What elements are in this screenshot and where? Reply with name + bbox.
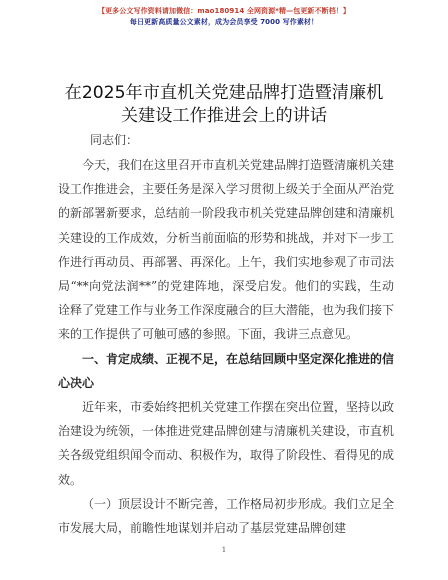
section-heading-1 — [58, 347, 394, 395]
promo-banner-line2: 每日更新高质量公文素材，成为会员享受 7000 写作素材！ — [129, 18, 319, 26]
section-heading-1-text: 一、肯定成绩、正视不足，在总结回顾中坚定深化推进的信心决心 — [58, 351, 395, 390]
document-title: 在2025年市直机关党建品牌打造暨清廉机关建设工作推进会上的讲话 — [64, 83, 384, 126]
paragraph-3: （一）顶层设计不断完善，工作格局初步形成。我们立足全市发展大局，前瞻性地谋划并启动了基层党建品牌创建 — [58, 496, 395, 536]
promo-banner-line1: 【更多公文写作资料请加微信：mao180914 全网资源*精—包更新不断档！】 — [97, 7, 351, 15]
page-number: 1 — [221, 546, 227, 554]
paragraph-intro: 今天，我们在这里召开市直机关党建品牌打造暨清廉机关建设工作推进会，主要任务是深入学习贯彻上级关于全面从严治党的新部署新要求，总结前一阶段我市机关党建品牌创建和清廉机关建设的工作成效，分析当前面临的形势和挑战，并对下一步工作进行再动员、再部署、再深化。上午，我们实地参观了市司法局“**向党法润**”的党建阵地，深受启发。他们的实践，生动诠释了党建工作与业务工作深度融合的巨大潜能，也为我们接下来的工作提供了可触可感的参照。下面，我讲三点意见。 — [58, 158, 395, 342]
document-body — [58, 153, 394, 540]
greeting: 同志们： — [90, 133, 139, 147]
paragraph-2: 近年来，市委始终把机关党建工作摆在突出位置，坚持以政治建设为统领，一体推进党建品牌创建与清廉机关建设，市直机关各级党组织闻令而动、积极作为，取得了阶段性、看得见的成效。 — [58, 400, 395, 487]
